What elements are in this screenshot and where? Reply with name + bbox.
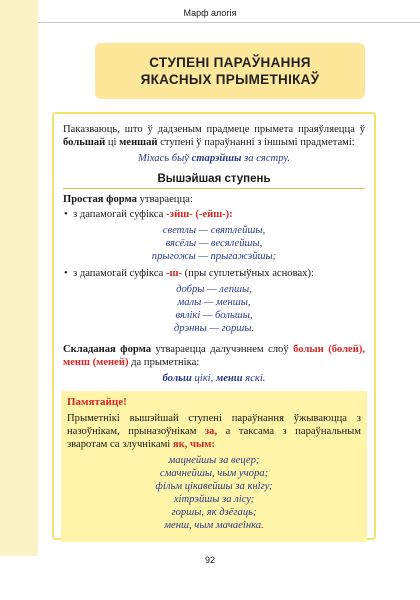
- note-text: [67, 412, 361, 451]
- intro-bold-1: большай: [63, 137, 106, 148]
- note-example: хітрэйшы за лісу;: [173, 494, 255, 505]
- intro-example: [63, 152, 365, 165]
- note-box: [61, 391, 367, 542]
- word-pair: добры — лепшы,: [176, 284, 252, 295]
- complex-example-d: яскі.: [245, 373, 266, 384]
- simple-form-intro: утвараецца:: [139, 194, 193, 205]
- complex-text-1: утвараецца далучэннем слоў: [155, 344, 289, 355]
- word-pair: прыгожы — прыгажэйшы;: [151, 251, 277, 262]
- word-pair: вясёлы — весялейшы,: [165, 238, 263, 249]
- chapter-title-line-2: ЯКАСНЫХ ПРЫМЕТНІКАЎ: [140, 72, 320, 87]
- intro-text-2: ці: [107, 137, 117, 148]
- intro-example-c: за сястру.: [244, 153, 291, 164]
- bullet2-text: з дапамогай суфікса: [73, 268, 164, 279]
- note-example: менш, чым мачаеінка.: [164, 520, 264, 531]
- running-head: Марф алогія: [183, 8, 237, 18]
- word-list-sh: [63, 283, 365, 335]
- intro-bold-2: меншай: [119, 137, 158, 148]
- intro-text-3: ступені ў параўнанні з іншымі прадметамі:: [160, 137, 355, 148]
- complex-word-1: болын (болей),: [293, 344, 365, 355]
- bullet2-rest: (пры суплетыўных асновах):: [184, 268, 314, 279]
- complex-example-a: больш: [162, 373, 192, 384]
- note-word-2: як, чым:: [172, 439, 216, 450]
- page-margin-band: [0, 0, 38, 556]
- intro-text-1: Паказваюць, што ў дадзеным прадмеце прымета праяўляецца ў: [63, 124, 365, 135]
- note-text-1: Прыметнікі вышэйшай ступені параўнання ўжываюцца з назоўнікам, прыназоўнікам: [67, 413, 361, 437]
- word-pair: вялікі — большы,: [175, 310, 253, 321]
- simple-form-heading: [63, 193, 365, 206]
- bullet-suffix-eish: [63, 208, 365, 221]
- rule-box: [52, 112, 376, 540]
- header-rule: [38, 22, 420, 23]
- intro-example-a: Міхась быў: [137, 153, 189, 164]
- bullet-suffix-sh: [63, 267, 365, 280]
- note-example: горшы, як дзёгаць;: [171, 507, 257, 518]
- bullet1-suffix: -эйш- (-ейш-):: [166, 209, 233, 220]
- note-example: смачнейшы, чым учора;: [159, 468, 269, 479]
- complex-example: [63, 372, 365, 385]
- note-word-1: за,: [204, 426, 218, 437]
- page-number: 92: [204, 555, 215, 565]
- word-list-eish: [63, 224, 365, 263]
- complex-form-label: Складаная форма: [63, 344, 152, 355]
- section-divider: [63, 188, 365, 189]
- note-example: фільм цікавейшы за кнігу;: [155, 481, 273, 492]
- complex-word-2: менш (меней): [63, 357, 129, 368]
- note-title: Памятайце!: [67, 396, 127, 408]
- complex-example-b: цікі,: [194, 373, 214, 384]
- complex-example-c: менш: [215, 373, 243, 384]
- intro-paragraph: [63, 123, 365, 149]
- bullet1-text: з дапамогай суфікса: [73, 209, 164, 220]
- word-pair: дрэнны — горшы.: [173, 323, 255, 334]
- chapter-title-box: [95, 43, 365, 99]
- word-pair: малы — меншы,: [177, 297, 251, 308]
- section-title-superlative: Вышэйшая ступень: [157, 173, 271, 185]
- note-examples: [67, 454, 361, 532]
- note-example: мацнейшы за вецер;: [168, 455, 260, 466]
- simple-form-label: Простая форма: [63, 194, 137, 205]
- complex-text-2: да прыметніка:: [131, 357, 200, 368]
- bullet2-suffix: -ш-: [166, 268, 182, 279]
- word-pair: светлы — святлейшы,: [162, 225, 266, 236]
- intro-example-b: старэйшы: [191, 153, 242, 164]
- note-text-2: а таксама з параўнальным зваротам са злучнікамі: [67, 426, 361, 450]
- complex-form-paragraph: [63, 343, 365, 369]
- chapter-title-line-1: СТУПЕНІ ПАРАЎНАННЯ: [149, 55, 311, 70]
